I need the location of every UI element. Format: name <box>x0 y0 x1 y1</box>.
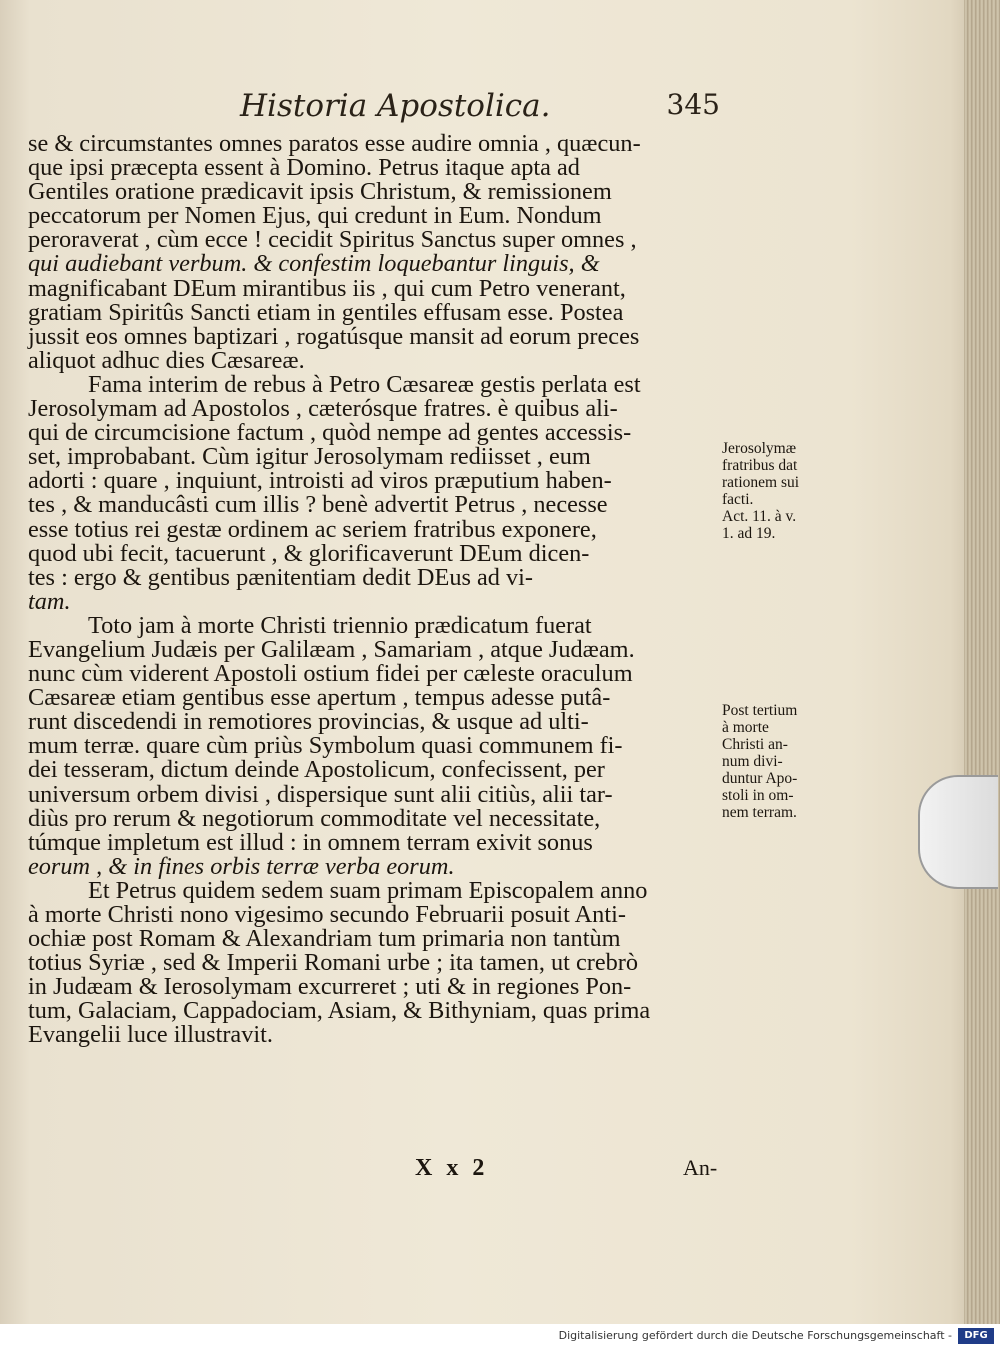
margin-note-line: nem terram. <box>722 804 797 821</box>
margin-note-line: fratribus dat <box>722 457 798 474</box>
margin-note-line: num divi- <box>722 753 783 770</box>
margin-note-line: 1. ad 19. <box>722 525 776 542</box>
margin-note-line: facti. <box>722 491 754 508</box>
page-number: 345 <box>666 88 720 121</box>
text-line: gratiam Spiritûs Sancti etiam in gentiles effusam esse. Postea <box>28 298 624 326</box>
margin-note-post-tertium <box>722 702 847 821</box>
main-text <box>28 132 718 1048</box>
text-line: qui audiebant verbum. & confestim loquebantur linguis, & <box>28 250 600 278</box>
paragraph-start: Toto jam à morte Christi triennio prædicatum fuerat <box>88 611 592 639</box>
text-line: eorum , & in fines orbis terræ verba eorum. <box>28 852 455 880</box>
text-line: que ipsi præcepta essent à Domino. Petrus itaque apta ad <box>28 154 580 182</box>
scanner-thumb <box>918 775 998 889</box>
margin-note-line: duntur Apo- <box>722 770 798 787</box>
text-line: Evangelii luce illustravit. <box>28 1021 273 1049</box>
text-line: universum orbem divisi , dispersique sunt alii citiùs, alii tar- <box>28 780 613 808</box>
text-line: esse totius rei gestæ ordinem ac seriem fratribus exponere, <box>28 515 597 543</box>
digitization-notice: Digitalisierung gefördert durch die Deutsche Forschungsgemeinschaft - <box>558 1329 952 1342</box>
text-line: adorti : quare , inquiunt, introisti ad viros præputium haben- <box>28 467 612 495</box>
text-line: peroraverat , cùm ecce ! cecidit Spiritus Sanctus super omnes , <box>28 226 637 254</box>
text-line: diùs pro rerum & negotiorum commoditate vel necessitate, <box>28 804 601 832</box>
text-line: mum terræ. quare cùm priùs Symbolum quasi communem fi- <box>28 732 623 760</box>
page-header <box>240 88 720 128</box>
text-line: dei tesseram, dictum deinde Apostolicum, confecissent, per <box>28 756 605 784</box>
margin-note-line: Jerosolymæ <box>722 440 797 457</box>
text-line: jussit eos omnes baptizari , rogatúsque mansit ad eorum preces <box>28 322 640 350</box>
text-line: totius Syriæ , sed & Imperii Romani urbe ; ita tamen, ut crebrò <box>28 949 639 977</box>
text-line: Jerosolymam ad Apostolos , cæterósque fratres. è quibus ali- <box>28 395 618 423</box>
text-line: Gentiles oratione prædicavit ipsis Christum, & remissionem <box>28 178 612 206</box>
text-line: túmque impletum est illud : in omnem terram exivit sonus <box>28 828 593 856</box>
text-line: se & circumstantes omnes paratos esse audire omnia , quæcun- <box>28 130 641 157</box>
catchword: An- <box>683 1155 718 1180</box>
margin-note-line: à morte <box>722 719 769 736</box>
text-line: runt discedendi in remotiores provincias, & usque ad ulti- <box>28 708 589 736</box>
dfg-logo: DFG <box>958 1328 994 1344</box>
text-line: qui de circumcisione factum , quòd nempe ad gentes accessis- <box>28 419 632 447</box>
text-line: Evangelium Judæis per Galilæam , Samariam , atque Judæam. <box>28 635 635 663</box>
margin-note-line: Christi an- <box>722 736 788 753</box>
text-line: set, improbabant. Cùm igitur Jerosolymam rediisset , eum <box>28 443 591 471</box>
running-title: Historia Apostolica. <box>240 88 551 124</box>
text-line: à morte Christi nono vigesimo secundo Februarii posuit Anti- <box>28 901 626 928</box>
text-line: quod ubi fecit, tacuerunt , & glorificaverunt DEum dicen- <box>28 539 590 567</box>
paragraph-start: Fama interim de rebus à Petro Cæsareæ gestis perlata est <box>88 370 641 398</box>
text-line: tes : ergo & gentibus pænitentiam dedit DEus ad vi- <box>28 563 533 591</box>
margin-note-jerosolymae <box>722 440 847 542</box>
text-line: Cæsareæ etiam gentibus esse apertum , tempus adesse putâ- <box>28 684 611 712</box>
paragraph-start: Et Petrus quidem sedem suam primam Episcopalem anno <box>88 876 648 904</box>
text-line: tam. <box>28 587 71 615</box>
page-edge <box>964 0 1000 1324</box>
margin-note-line: rationem sui <box>722 474 800 491</box>
text-line: tes , & manducâsti cum illis ? benè advertit Petrus , necesse <box>28 491 608 519</box>
text-line: nunc cùm viderent Apostoli ostium fidei per cæleste oraculum <box>28 660 633 688</box>
text-line: ochiæ post Romam & Alexandriam tum primaria non tantùm <box>28 925 621 953</box>
text-line: peccatorum per Nomen Ejus, qui credunt in Eum. Nondum <box>28 202 602 230</box>
margin-note-line: stoli in om- <box>722 787 794 804</box>
margin-note-line: Post tertium <box>722 702 798 719</box>
text-line: tum, Galaciam, Cappadociam, Asiam, & Bithyniam, quas prima <box>28 997 651 1025</box>
text-line: aliquot adhuc dies Cæsareæ. <box>28 346 305 374</box>
digitization-footer <box>0 1324 1000 1350</box>
text-line: magnificabant DEum mirantibus iis , qui cum Petro venerant, <box>28 274 626 302</box>
signature-mark: X x 2 <box>415 1155 489 1181</box>
text-line: in Judæam & Ierosolymam excurreret ; uti & in regiones Pon- <box>28 973 632 1001</box>
margin-note-line: Act. 11. à v. <box>722 508 797 525</box>
